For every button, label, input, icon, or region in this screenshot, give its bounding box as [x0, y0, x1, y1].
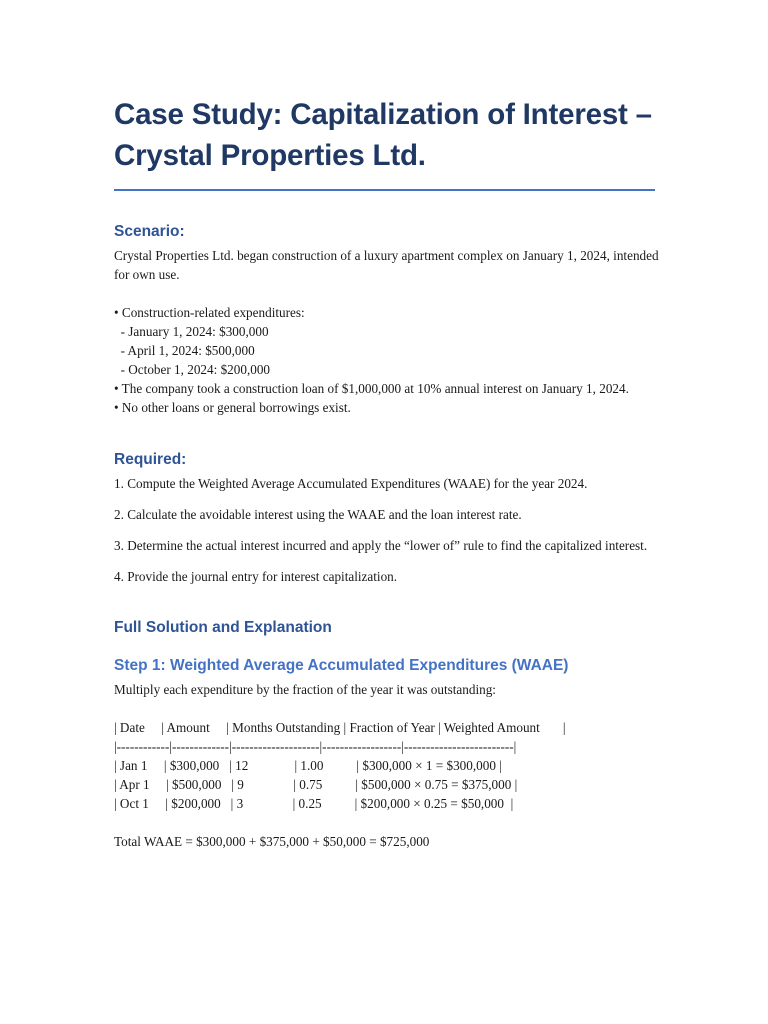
bullet-expenditures: • Construction-related expenditures: [114, 305, 305, 320]
solution-heading: Full Solution and Explanation [114, 619, 332, 636]
required-item-3: 3. Determine the actual interest incurred and apply the “lower of” rule to find the capitalized interest. [114, 538, 648, 553]
expenditure-item: - October 1, 2024: $200,000 [114, 362, 271, 377]
required-item-4: 4. Provide the journal entry for interest capitalization. [114, 569, 398, 584]
table-header-row: | Date | Amount | Months Outstanding | Fraction of Year | Weighted Amount | [114, 720, 566, 735]
step1-intro: Multiply each expenditure by the fraction of the year it was outstanding: [114, 682, 496, 697]
scenario-intro: Crystal Properties Ltd. began construction of a luxury apartment complex on January 1, 2024, intended for own use. [114, 248, 659, 282]
scenario-heading: Scenario: [114, 223, 185, 240]
bullet-loan: • The company took a construction loan of $1,000,000 at 10% annual interest on January 1, 2024. [114, 381, 629, 396]
table-row: | Oct 1 | $200,000 | 3 | 0.25 | $200,000 × 0.25 = $50,000 | [114, 796, 514, 811]
table-row: | Jan 1 | $300,000 | 12 | 1.00 | $300,000 × 1 = $300,000 | [114, 758, 502, 773]
table-row: | Apr 1 | $500,000 | 9 | 0.75 | $500,000 × 0.75 = $375,000 | [114, 777, 518, 792]
required-item-1: 1. Compute the Weighted Average Accumulated Expenditures (WAAE) for the year 2024. [114, 476, 588, 491]
title-line-1: Case Study: Capitalization of Interest – [114, 98, 652, 131]
required-item-2: 2. Calculate the avoidable interest using the WAAE and the loan interest rate. [114, 507, 522, 522]
total-waae: Total WAAE = $300,000 + $375,000 + $50,000 = $725,000 [114, 834, 430, 849]
table-separator-row: |------------|-------------|--------------------|------------------|-------------------------| [114, 739, 517, 754]
required-heading: Required: [114, 451, 187, 468]
document-title [114, 94, 659, 176]
expenditure-item: - April 1, 2024: $500,000 [114, 343, 255, 358]
waae-table [114, 718, 659, 813]
document-page [114, 94, 659, 851]
title-line-2: Crystal Properties Ltd. [114, 139, 426, 172]
step1-heading: Step 1: Weighted Average Accumulated Expenditures (WAAE) [114, 657, 569, 674]
bullet-other-loans: • No other loans or general borrowings exist. [114, 400, 351, 415]
expenditure-item: - January 1, 2024: $300,000 [114, 324, 269, 339]
